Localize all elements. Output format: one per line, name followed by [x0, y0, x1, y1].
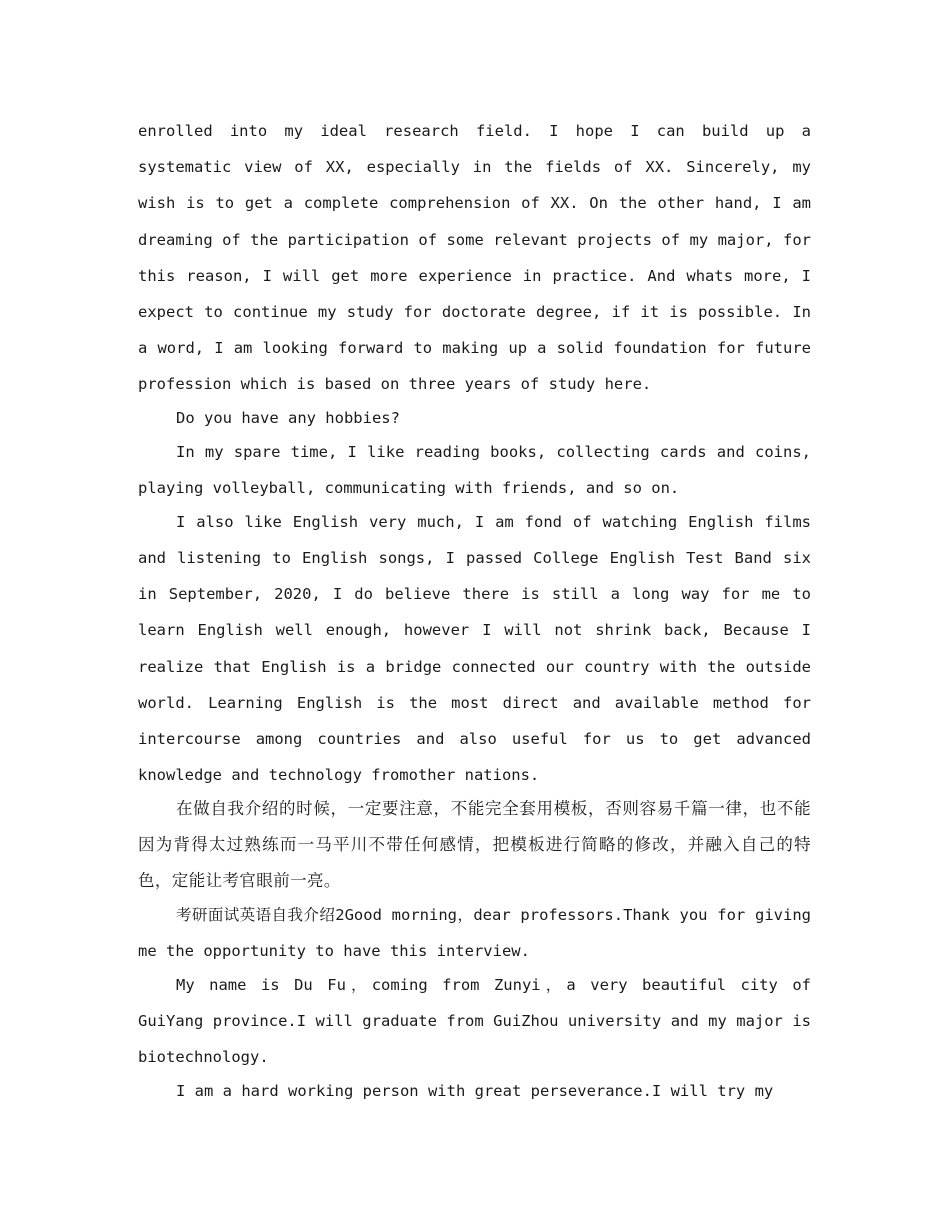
paragraph-introduction: My name is Du Fu，coming from Zunyi，a very beautiful city of GuiYang province.I will graduate from GuiZhou university and my major is biotechnology.: [138, 975, 811, 1067]
document-page: [138, 113, 811, 1107]
paragraph-english-interest: I also like English very much, I am fond of watching English films and listening to English songs, I passed College English Test Band six in September, 2020, I do believe there is still a long way for me to learn English well enough, however I will not shrink back, Because I realize that English is a bridge connected our country with the outside world. Learning English is the most direct and available method for intercourse among countries and also useful for us to get advanced knowledge and technology fromother nations.: [138, 512, 811, 785]
paragraph-personality: I am a hard working person with great perseverance.I will try my: [176, 1081, 774, 1100]
paragraph-chinese-advice: 在做自我介绍的时候，一定要注意，不能完全套用模板，否则容易千篇一律，也不能因为背得太过熟练而一马平川不带任何感情，把模板进行简略的修改，并融入自己的特色，定能让考官眼前一亮。: [138, 798, 811, 891]
paragraph-research-goals: enrolled into my ideal research field. I hope I can build up a systematic view of XX, especially in the fields of XX. Sincerely, my wish is to get a complete comprehension of XX. On the other hand, I am dreaming of the participation of some relevant projects of my major, for this reason, I will get more experience in practice. And whats more, I expect to continue my study for doctorate degree, if it is possible. In a word, I am looking forward to making up a solid foundation for future profession which is based on three years of study here.: [138, 122, 811, 394]
paragraph-spare-time: In my spare time, I like reading books, collecting cards and coins, playing volleyball, communicating with friends, and so on.: [138, 442, 811, 498]
paragraph-hobbies-question: Do you have any hobbies?: [176, 409, 400, 428]
paragraph-greeting: 考研面试英语自我介绍2Good morning，dear professors.Thank you for giving me the opportunity to have this interview.: [138, 905, 811, 961]
